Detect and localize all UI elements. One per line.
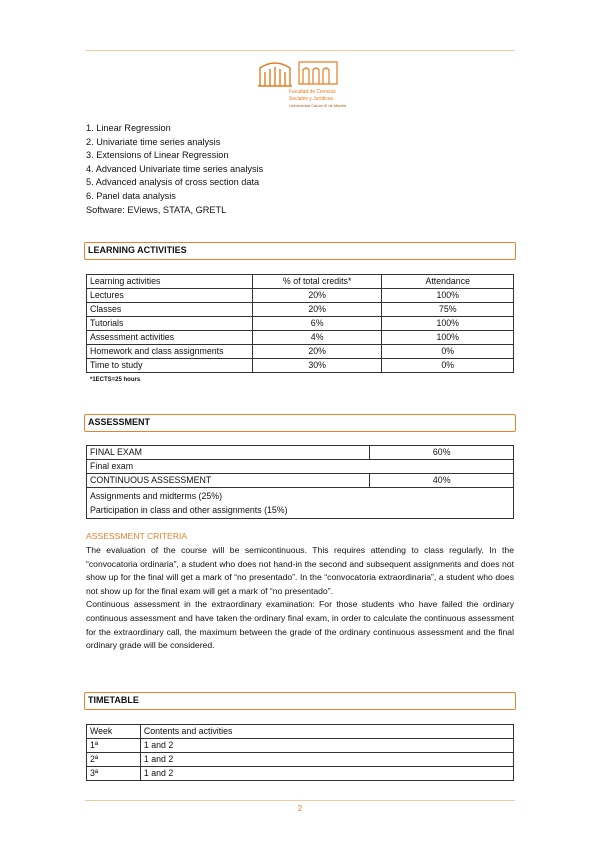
column-header: Attendance	[382, 275, 514, 289]
column-header: % of total credits*	[252, 275, 382, 289]
activity-cell: Time to study	[87, 359, 253, 373]
building-logo-icon	[258, 58, 292, 88]
table-row	[87, 345, 514, 359]
attendance-cell: 0%	[382, 359, 514, 373]
table-row	[87, 317, 514, 331]
page-number: 2	[297, 804, 303, 813]
activity-cell: Assessment activities	[87, 331, 253, 345]
timetable-table	[86, 724, 514, 781]
logo-line-2: Sociales y Jurídicas	[289, 96, 334, 102]
column-header: Week	[87, 725, 141, 739]
table-row	[87, 446, 514, 460]
assessment-criteria-title: ASSESSMENT CRITERIA	[86, 531, 188, 541]
topic-item: 6. Panel data analysis	[86, 190, 176, 201]
contents-cell: 1 and 2	[140, 739, 513, 753]
table-row	[87, 460, 514, 474]
attendance-cell: 100%	[382, 289, 514, 303]
topic-list	[86, 122, 263, 217]
table-row	[87, 289, 514, 303]
continuous-assessment-percentage: 40%	[370, 474, 514, 488]
table-row	[87, 359, 514, 373]
table-row	[87, 488, 514, 519]
assessment-heading: ASSESSMENT	[84, 414, 516, 432]
attendance-cell: 0%	[382, 345, 514, 359]
continuous-assessment-label: CONTINUOUS ASSESSMENT	[87, 474, 370, 488]
topic-item: 5. Advanced analysis of cross section data	[86, 177, 260, 188]
logo-line-3: Universidad Carlos III de Madrid	[289, 103, 347, 108]
participation-line: Participation in class and other assignments (15%)	[90, 505, 288, 515]
column-header: Learning activities	[87, 275, 253, 289]
assessment-criteria-text	[86, 544, 514, 653]
table-row	[87, 303, 514, 317]
table-row	[87, 767, 514, 781]
credits-cell: 20%	[252, 303, 382, 317]
contents-cell: 1 and 2	[140, 767, 513, 781]
credits-cell: 30%	[252, 359, 382, 373]
ects-footnote: *1ECTS=25 hours	[90, 377, 141, 383]
learning-activities-table	[86, 274, 514, 373]
activity-cell: Lectures	[87, 289, 253, 303]
credits-cell: 4%	[252, 331, 382, 345]
attendance-cell: 100%	[382, 331, 514, 345]
table-header-row	[87, 275, 514, 289]
assessment-table	[86, 445, 514, 519]
activity-cell: Classes	[87, 303, 253, 317]
week-cell: 1ª	[87, 739, 141, 753]
criteria-paragraph: Continuous assessment in the extraordinary examination: For those students who have failed the ordinary continuous assessment and have taken the ordinary final exam, in order to calculate the continuous assessment for the extraordinary call, the maximum between the grade of the ordinary continuous assessment and the final ordinary grade will be considered.	[86, 599, 514, 651]
top-rule	[85, 50, 515, 51]
topic-item: 2. Univariate time series analysis	[86, 136, 221, 147]
software-line: Software: EViews, STATA, GRETL	[86, 204, 227, 215]
table-header-row	[87, 725, 514, 739]
continuous-assessment-detail	[87, 488, 514, 519]
arches-logo-icon	[298, 58, 338, 86]
final-exam-percentage: 60%	[370, 446, 514, 460]
table-row	[87, 739, 514, 753]
table-row	[87, 474, 514, 488]
topic-item: 3. Extensions of Linear Regression	[86, 150, 229, 161]
table-row	[87, 331, 514, 345]
week-cell: 3ª	[87, 767, 141, 781]
activity-cell: Homework and class assignments	[87, 345, 253, 359]
column-header: Contents and activities	[140, 725, 513, 739]
topic-item: 4. Advanced Univariate time series analysis	[86, 163, 264, 174]
assignments-line: Assignments and midterms (25%)	[90, 491, 223, 501]
final-exam-detail: Final exam	[87, 460, 514, 474]
table-row	[87, 753, 514, 767]
credits-cell: 20%	[252, 289, 382, 303]
contents-cell: 1 and 2	[140, 753, 513, 767]
criteria-paragraph: The evaluation of the course will be semicontinuous. This requires attending to class regularly. In the “convocatoria ordinaria”, a student who does not hand-in the second and subsequent assignments and does not show up for the final will get a mark of “no presentado”. In the “convocatoria extraordinaria”, a student who does not show up for the final exam will get a mark of “no presentado”.	[86, 545, 514, 596]
logo-line-1: Facultad de Ciencias	[289, 89, 336, 95]
timetable-heading: TIMETABLE	[84, 692, 516, 710]
attendance-cell: 100%	[382, 317, 514, 331]
credits-cell: 20%	[252, 345, 382, 359]
credits-cell: 6%	[252, 317, 382, 331]
activity-cell: Tutorials	[87, 317, 253, 331]
faculty-logo	[258, 58, 347, 110]
topic-item: 1. Linear Regression	[86, 123, 171, 133]
learning-activities-heading: LEARNING ACTIVITIES	[84, 242, 516, 260]
bottom-rule	[85, 800, 515, 801]
final-exam-label: FINAL EXAM	[87, 446, 370, 460]
attendance-cell: 75%	[382, 303, 514, 317]
week-cell: 2ª	[87, 753, 141, 767]
